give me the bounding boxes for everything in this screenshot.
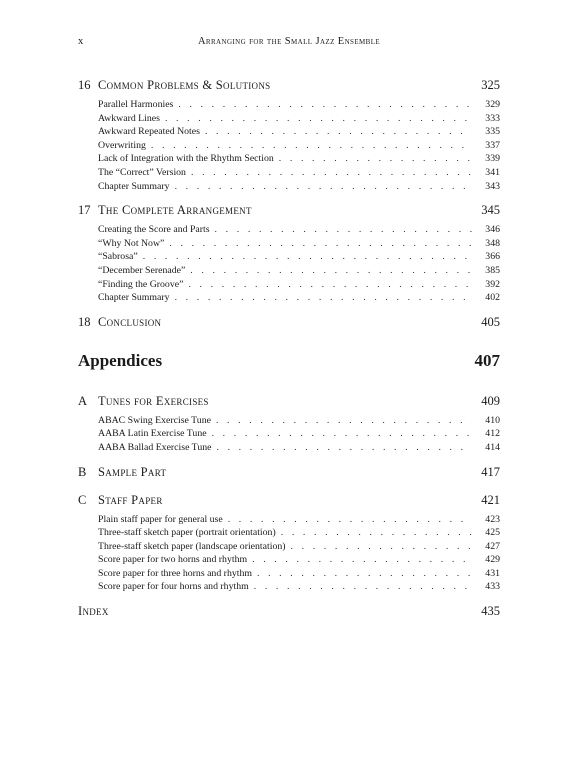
dot-leader [143, 251, 472, 262]
toc-entry[interactable] [78, 140, 500, 154]
entry-page: 333 [485, 112, 500, 124]
chapter-title: Conclusion [98, 314, 162, 329]
entry-page: 423 [485, 513, 500, 525]
entry-page: 392 [485, 278, 500, 290]
dot-leader [291, 541, 472, 552]
chapter-16-heading[interactable] [78, 78, 500, 96]
entry-page: 346 [485, 224, 500, 236]
entry-page: 429 [485, 554, 500, 566]
entry-title: ABAC Swing Exercise Tune [98, 414, 211, 426]
entry-title: Creating the Score and Parts [98, 224, 210, 236]
toc-entry[interactable] [78, 279, 500, 293]
appendix-b-heading[interactable] [78, 465, 500, 483]
entry-page: 402 [485, 292, 500, 304]
entry-title: Awkward Repeated Notes [98, 126, 200, 138]
dot-leader [151, 140, 472, 151]
dot-leader [254, 581, 472, 592]
toc-entry[interactable] [78, 181, 500, 195]
entry-page: 425 [485, 527, 500, 539]
dot-leader [175, 292, 472, 303]
entry-page: 329 [485, 99, 500, 110]
table-of-contents [78, 78, 500, 622]
entry-title: Three-staff sketch paper (portrait orientation) [98, 527, 276, 539]
entry-title: Three-staff sketch paper (landscape orientation) [98, 540, 286, 552]
entry-title: Lack of Integration with the Rhythm Section [98, 153, 274, 165]
chapter-17-entries [78, 224, 500, 306]
entry-page: 414 [485, 441, 500, 453]
entry-page: 410 [485, 414, 500, 426]
toc-entry[interactable] [78, 292, 500, 306]
appendix-a-heading[interactable] [78, 394, 500, 412]
dot-leader [216, 415, 472, 426]
appendix-letter: B [78, 464, 87, 479]
dot-leader [188, 279, 472, 290]
index-title: Index [78, 604, 109, 619]
chapter-page: 345 [481, 203, 500, 218]
chapter-number: 16 [78, 78, 91, 92]
entry-page: 343 [485, 180, 500, 192]
dot-leader [191, 167, 472, 178]
dot-leader [216, 442, 472, 453]
chapter-16-entries [78, 99, 500, 194]
toc-entry[interactable] [78, 238, 500, 252]
entry-title: Overwriting [98, 139, 146, 151]
toc-entry[interactable] [78, 554, 500, 568]
toc-entry[interactable] [78, 224, 500, 238]
chapter-title: Common Problems & Solutions [98, 78, 271, 92]
chapter-title: The Complete Arrangement [98, 203, 252, 218]
entry-page: 427 [485, 540, 500, 552]
dot-leader [175, 181, 472, 192]
chapter-number: 17 [78, 203, 91, 218]
entry-title: Chapter Summary [98, 180, 170, 192]
appendix-letter: C [78, 492, 87, 507]
dot-leader [165, 113, 472, 124]
dot-leader [215, 224, 472, 235]
chapter-page: 325 [481, 78, 500, 92]
entry-title: Score paper for three horns and rhythm [98, 567, 252, 579]
dot-leader [279, 153, 472, 164]
appendix-title: Tunes for Exercises [98, 393, 209, 408]
part-page: 407 [474, 350, 500, 370]
dot-leader [178, 99, 472, 110]
entry-page: 341 [485, 166, 500, 178]
page-folio: x [78, 36, 84, 47]
running-title: Arranging for the Small Jazz Ensemble [197, 36, 381, 47]
appendix-page: 421 [481, 492, 500, 507]
entry-title: Plain staff paper for general use [98, 513, 223, 525]
entry-title: “Sabrosa” [98, 251, 138, 263]
toc-entry[interactable] [78, 113, 500, 127]
entry-page: 339 [485, 153, 500, 165]
entry-page: 385 [485, 264, 500, 276]
entry-title: “Finding the Groove” [98, 278, 184, 290]
index-heading[interactable] [78, 604, 500, 622]
entry-title: Parallel Harmonies [98, 99, 174, 110]
appendix-title: Sample Part [98, 464, 167, 479]
appendix-a-entries [78, 415, 500, 456]
dot-leader [205, 126, 472, 137]
appendices-heading[interactable] [78, 351, 500, 377]
entry-title: Awkward Lines [98, 112, 160, 124]
appendix-c-entries [78, 514, 500, 596]
appendix-page: 417 [481, 464, 500, 479]
toc-entry[interactable] [78, 153, 500, 167]
dot-leader [169, 238, 472, 249]
toc-entry[interactable] [78, 415, 500, 429]
entry-page: 433 [485, 581, 500, 593]
entry-page: 412 [485, 428, 500, 440]
entry-title: Score paper for four horns and rhythm [98, 581, 249, 593]
entry-page: 431 [485, 567, 500, 579]
toc-entry[interactable] [78, 428, 500, 442]
toc-entry[interactable] [78, 251, 500, 265]
index-page: 435 [481, 604, 500, 619]
appendix-title: Staff Paper [98, 492, 163, 507]
entry-title: AABA Ballad Exercise Tune [98, 441, 212, 453]
entry-page: 335 [485, 126, 500, 138]
appendix-c-heading[interactable] [78, 493, 500, 511]
chapter-17-heading[interactable] [78, 203, 500, 221]
running-head [78, 36, 500, 50]
dot-leader [281, 527, 472, 538]
entry-title: Chapter Summary [98, 292, 170, 304]
entry-page: 337 [485, 139, 500, 151]
entry-title: “Why Not Now” [98, 237, 165, 249]
dot-leader [190, 265, 472, 276]
dot-leader [212, 428, 472, 439]
entry-page: 366 [485, 251, 500, 263]
dot-leader [252, 554, 472, 565]
dot-leader [228, 514, 472, 525]
toc-entry[interactable] [78, 167, 500, 181]
entry-page: 348 [485, 237, 500, 249]
appendix-page: 409 [481, 393, 500, 408]
dot-leader [257, 568, 472, 579]
toc-entry[interactable] [78, 514, 500, 528]
chapter-18-heading[interactable] [78, 315, 500, 333]
entry-title: The “Correct” Version [98, 166, 186, 178]
entry-title: AABA Latin Exercise Tune [98, 428, 207, 440]
entry-title: “December Serenade” [98, 264, 186, 276]
toc-entry[interactable] [78, 126, 500, 140]
entry-title: Score paper for two horns and rhythm [98, 554, 248, 566]
toc-entry[interactable] [78, 442, 500, 456]
appendix-letter: A [78, 393, 88, 408]
toc-entry[interactable] [78, 99, 500, 113]
toc-entry[interactable] [78, 527, 500, 541]
chapter-number: 18 [78, 314, 91, 329]
chapter-page: 405 [481, 314, 500, 329]
toc-entry[interactable] [78, 581, 500, 595]
toc-entry[interactable] [78, 541, 500, 555]
toc-entry[interactable] [78, 265, 500, 279]
toc-entry[interactable] [78, 568, 500, 582]
part-title: Appendices [78, 350, 163, 370]
